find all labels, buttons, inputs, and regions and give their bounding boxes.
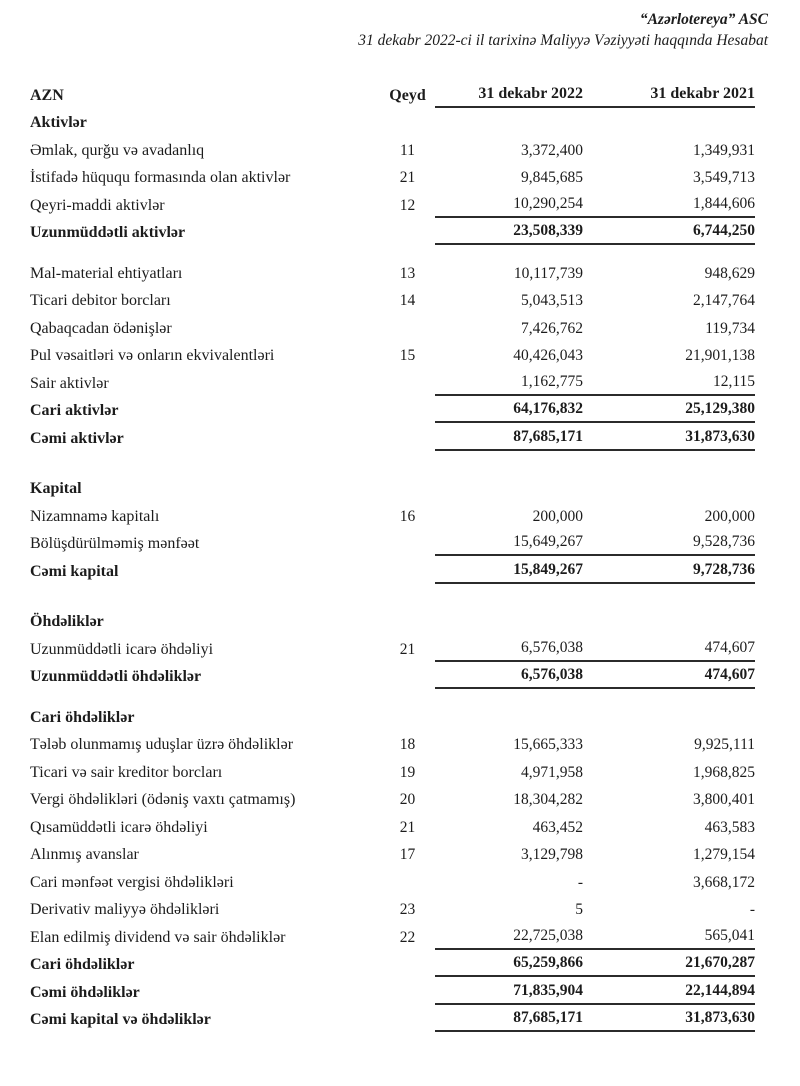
table-row — [30, 396, 755, 424]
value-2022: 64,176,832 — [513, 400, 583, 418]
spacer-row — [30, 451, 755, 474]
row-note: 23 — [399, 901, 416, 919]
row-label: Qısamüddətli icarə öhdəliyi — [30, 818, 208, 836]
report-title: 31 dekabr 2022-ci il tarixinə Maliyyə Vəziyyəti haqqında Hesabat — [358, 31, 768, 49]
table-row — [30, 190, 755, 218]
value-2021: 21,901,138 — [685, 347, 755, 365]
row-label: Əmlak, qurğu və avadanlıq — [30, 141, 205, 159]
row-label: Sair aktivlər — [30, 374, 109, 392]
row-label: Mal-material ehtiyatları — [30, 264, 183, 282]
value-2022: 7,426,762 — [521, 319, 583, 337]
row-label: Cari aktivlər — [30, 402, 119, 420]
table-column-header-row — [30, 78, 755, 108]
value-2021: 2,147,764 — [693, 292, 755, 310]
row-note: 12 — [399, 196, 416, 214]
value-2022: 5 — [575, 901, 583, 919]
value-2022: 1,162,775 — [521, 372, 583, 390]
row-note — [380, 393, 435, 396]
row-values — [435, 320, 755, 341]
row-label: Alınmış avanslar — [30, 846, 139, 864]
row-values — [435, 791, 755, 812]
row-note: 21 — [399, 169, 416, 187]
row-note: 21 — [399, 818, 416, 836]
company-title: “Azərlotereya” ASC — [639, 11, 768, 28]
table-row — [30, 950, 755, 978]
row-note: 21 — [399, 640, 416, 658]
row-values — [435, 727, 755, 730]
row-label: İstifadə hüququ formasında olan aktivlər — [30, 169, 291, 187]
row-label: Qabaqcadan ödənişlər — [30, 319, 172, 337]
table-body — [30, 108, 755, 1033]
row-label: Derivativ maliyyə öhdəlikləri — [30, 901, 220, 919]
row-values — [435, 292, 755, 313]
row-note: 15 — [399, 347, 416, 365]
row-label: Nizamnamə kapitalı — [30, 507, 160, 525]
row-label: Bölüşdürülməmiş mənfəət — [30, 535, 200, 553]
spacer-row — [30, 245, 755, 258]
value-2022: 6,576,038 — [521, 638, 583, 656]
spacer-row — [30, 689, 755, 702]
row-note — [380, 553, 435, 556]
value-2021: 22,144,894 — [685, 981, 755, 999]
value-2021: 1,349,931 — [693, 141, 755, 159]
row-label: Cəmi kapital və öhdəliklər — [30, 1011, 211, 1029]
value-2022: 87,685,171 — [513, 1009, 583, 1027]
row-note: 14 — [399, 292, 416, 310]
table-row — [30, 556, 755, 584]
value-2022: 22,725,038 — [513, 926, 583, 944]
value-2021: 200,000 — [704, 507, 755, 525]
row-note: 13 — [399, 264, 416, 282]
row-note — [380, 974, 435, 977]
value-2022: 15,849,267 — [513, 560, 583, 578]
table-row — [30, 218, 755, 246]
value-2022: 40,426,043 — [513, 347, 583, 365]
row-values — [435, 639, 755, 662]
table-row — [30, 341, 755, 369]
value-2022: 6,576,038 — [521, 666, 583, 684]
table-row — [30, 501, 755, 529]
table-row — [30, 977, 755, 1005]
value-2022: 71,835,904 — [513, 981, 583, 999]
row-values — [435, 428, 755, 451]
value-2021: 1,844,606 — [693, 194, 755, 212]
row-values — [435, 764, 755, 785]
value-2022: 4,971,958 — [521, 763, 583, 781]
row-values — [435, 347, 755, 368]
row-label: Cəmi kapital — [30, 562, 119, 580]
table-row — [30, 662, 755, 690]
row-values — [435, 736, 755, 757]
row-note — [380, 448, 435, 451]
currency-column-header: AZN — [30, 86, 64, 104]
value-2021: 31,873,630 — [685, 1009, 755, 1027]
value-2022: 5,043,513 — [521, 292, 583, 310]
row-label: Aktivlər — [30, 114, 87, 132]
row-label: Uzunmüddətli icarə öhdəliyi — [30, 640, 214, 658]
table-row — [30, 163, 755, 191]
value-2021: 474,607 — [704, 638, 755, 656]
table-row — [30, 812, 755, 840]
table-row — [30, 313, 755, 341]
table-row — [30, 135, 755, 163]
row-note — [380, 631, 435, 634]
row-label: Vergi öhdəlikləri (ödəniş vaxtı çatmamış) — [30, 791, 296, 809]
value-2022: 3,129,798 — [521, 846, 583, 864]
row-values — [435, 508, 755, 529]
value-2021: 948,629 — [704, 264, 755, 282]
table-row — [30, 895, 755, 923]
value-2022: 23,508,339 — [513, 222, 583, 240]
row-label: Qeyri-maddi aktivlər — [30, 196, 165, 214]
table-row — [30, 286, 755, 314]
value-2022: 10,117,739 — [513, 264, 583, 282]
value-2021: 9,925,111 — [694, 736, 755, 754]
spacer-row — [30, 584, 755, 607]
row-label: Öhdəliklər — [30, 613, 104, 631]
row-note — [380, 727, 435, 730]
value-2022: 65,259,866 — [513, 954, 583, 972]
row-note: 11 — [400, 141, 415, 159]
value-2021: 3,800,401 — [693, 791, 755, 809]
table-row — [30, 474, 755, 502]
row-values — [435, 222, 755, 245]
value-2022: 200,000 — [532, 507, 583, 525]
row-values — [435, 846, 755, 867]
value-2022: 15,649,267 — [513, 533, 583, 551]
row-note — [380, 1029, 435, 1032]
table-row — [30, 529, 755, 557]
row-label: Cari mənfəət vergisi öhdəlikləri — [30, 873, 234, 891]
table-row — [30, 423, 755, 451]
table-row — [30, 757, 755, 785]
row-values — [435, 874, 755, 895]
period-2021-header: 31 dekabr 2021 — [650, 84, 755, 102]
value-2022: 9,845,685 — [521, 169, 583, 187]
table-row — [30, 840, 755, 868]
value-2021: 21,670,287 — [685, 954, 755, 972]
row-label: Ticari və sair kreditor borcları — [30, 763, 223, 781]
value-2022: 3,372,400 — [521, 141, 583, 159]
value-2022: 10,290,254 — [513, 194, 583, 212]
row-note — [380, 498, 435, 501]
period-column-headers — [435, 85, 755, 108]
row-label: Cəmi aktivlər — [30, 429, 124, 447]
value-2021: 9,728,736 — [693, 560, 755, 578]
value-2021: 6,744,250 — [693, 222, 755, 240]
table-row — [30, 258, 755, 286]
row-note — [380, 686, 435, 689]
value-2022: - — [577, 873, 583, 891]
value-2021: - — [749, 901, 755, 919]
row-note — [380, 420, 435, 423]
row-label: Cari öhdəliklər — [30, 956, 135, 974]
row-values — [435, 498, 755, 501]
value-2021: 463,583 — [704, 818, 755, 836]
row-label: Uzunmüddətli öhdəliklər — [30, 668, 202, 686]
row-values — [435, 1009, 755, 1032]
table-row — [30, 867, 755, 895]
row-note: 20 — [399, 791, 416, 809]
value-2021: 565,041 — [704, 926, 755, 944]
value-2022: 463,452 — [532, 818, 583, 836]
row-note: 22 — [399, 928, 416, 946]
row-values — [435, 631, 755, 634]
value-2021: 1,279,154 — [693, 846, 755, 864]
row-label: Ticari debitor borcları — [30, 292, 171, 310]
row-note: 19 — [399, 763, 416, 781]
period-2022-header: 31 dekabr 2022 — [478, 84, 583, 102]
report-header — [0, 0, 800, 52]
row-values — [435, 533, 755, 556]
row-label: Tələb olunmamış uduşlar üzrə öhdəliklər — [30, 736, 294, 754]
note-column-header: Qeyd — [389, 86, 426, 104]
table-row — [30, 922, 755, 950]
table-row — [30, 702, 755, 730]
value-2021: 12,115 — [712, 372, 755, 390]
row-values — [435, 169, 755, 190]
table-row — [30, 1005, 755, 1033]
value-2021: 474,607 — [704, 666, 755, 684]
table-row — [30, 634, 755, 662]
row-values — [435, 265, 755, 286]
row-note — [380, 581, 435, 584]
value-2021: 9,528,736 — [693, 533, 755, 551]
row-label: Pul vəsaitləri və onların ekvivalentləri — [30, 347, 275, 365]
value-2021: 3,549,713 — [693, 169, 755, 187]
row-values — [435, 819, 755, 840]
financial-position-table — [30, 78, 755, 1033]
row-note: 17 — [399, 846, 416, 864]
value-2022: 87,685,171 — [513, 427, 583, 445]
row-note — [380, 338, 435, 341]
row-values — [435, 666, 755, 689]
row-label: Kapital — [30, 480, 82, 498]
row-note: 16 — [399, 507, 416, 525]
table-row — [30, 730, 755, 758]
row-values — [435, 400, 755, 423]
value-2021: 25,129,380 — [685, 400, 755, 418]
row-label: Elan edilmiş dividend və sair öhdəliklər — [30, 928, 286, 946]
row-values — [435, 982, 755, 1005]
row-label: Cəmi öhdəliklər — [30, 983, 140, 1001]
row-values — [435, 195, 755, 218]
row-values — [435, 132, 755, 135]
row-note — [380, 242, 435, 245]
row-note — [380, 132, 435, 135]
row-note — [380, 892, 435, 895]
value-2021: 3,668,172 — [693, 873, 755, 891]
row-note: 18 — [399, 736, 416, 754]
value-2022: 15,665,333 — [513, 736, 583, 754]
row-values — [435, 373, 755, 396]
row-values — [435, 142, 755, 163]
row-values — [435, 927, 755, 950]
row-label: Cari öhdəliklər — [30, 708, 135, 726]
value-2021: 119,734 — [705, 319, 755, 337]
value-2021: 31,873,630 — [685, 427, 755, 445]
table-row — [30, 368, 755, 396]
table-row — [30, 785, 755, 813]
value-2022: 18,304,282 — [513, 791, 583, 809]
row-values — [435, 561, 755, 584]
table-row — [30, 108, 755, 136]
table-row — [30, 607, 755, 635]
row-values — [435, 901, 755, 922]
row-values — [435, 954, 755, 977]
row-note — [380, 1002, 435, 1005]
value-2021: 1,968,825 — [693, 763, 755, 781]
row-label: Uzunmüddətli aktivlər — [30, 224, 186, 242]
